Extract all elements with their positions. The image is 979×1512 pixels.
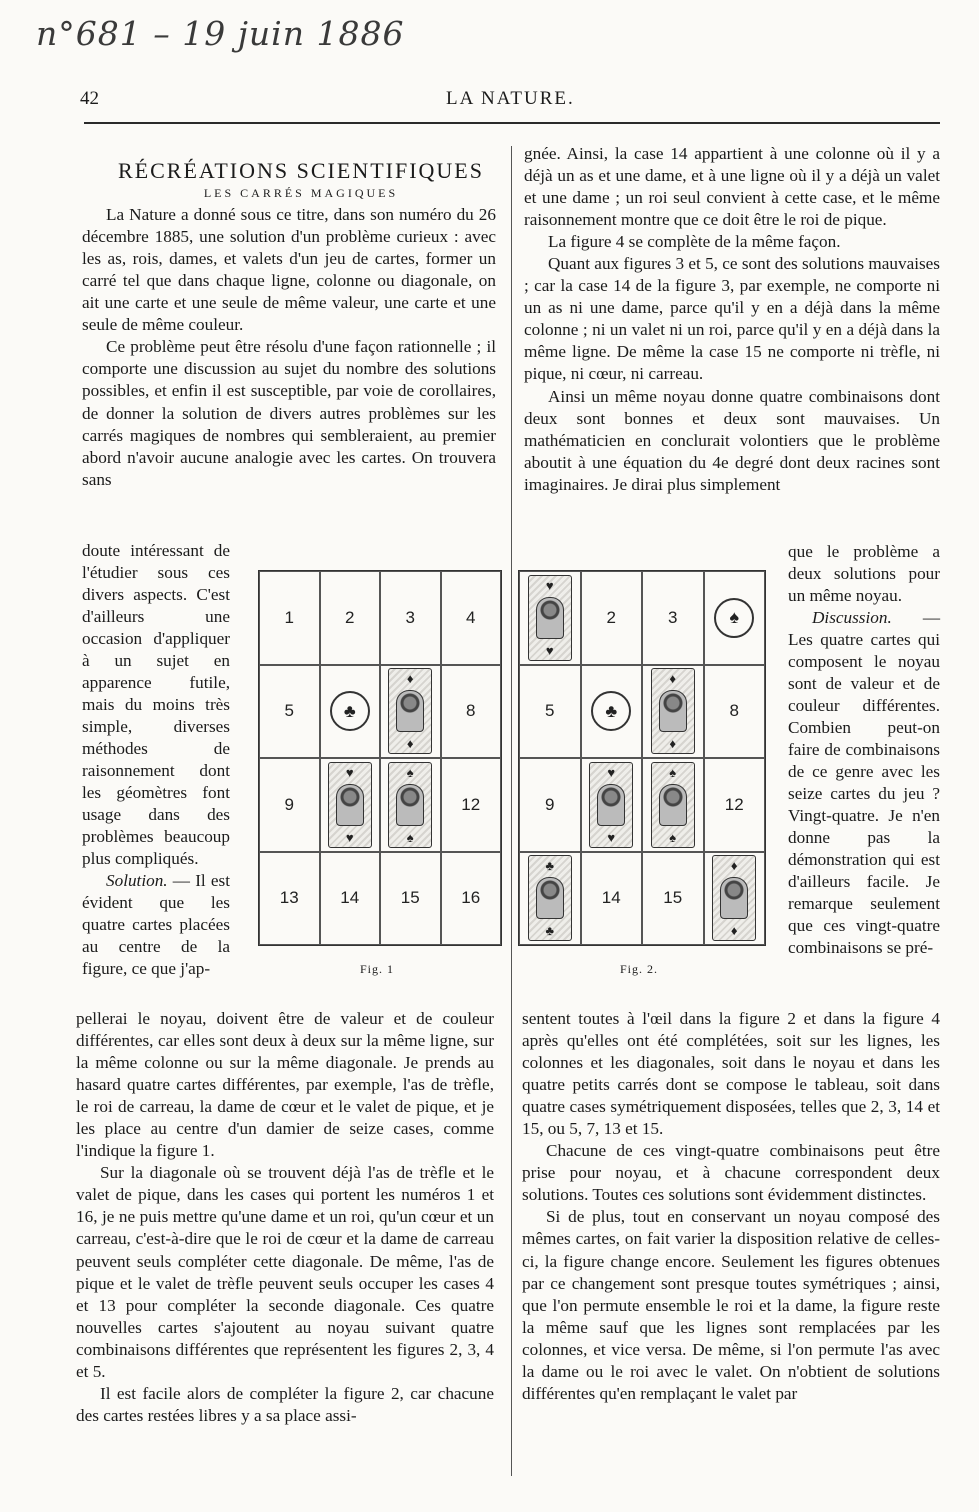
paragraph: gnée. Ainsi, la case 14 appartient à une colonne où il y a déjà un as et une dame, et à une ligne où il y a déjà un valet et une dame ; un roi seul convient à cette case, et le même raisonnement montre que ce doit être le roi de pique. [524,144,940,230]
suit-icon: ♠ [669,764,677,780]
paragraph: Si de plus, tout en conservant un noyau composé des mêmes cartes, on fait varier la disposition relative de celles-ci, la figure change encore. Seulement les figures obtenues par ce changement sont presque toutes symétriques ; ainsi, que l'on permute ensemble le roi et la dame, la figure reste la même sauf que les lignes sont remplacées par les colonnes, et vice versa. De même, si l'on permute l'as avec la dame ou le roi avec le valet. On n'obtient de solutions différentes qu'en remplaçant le valet par [522,1207,940,1403]
figure-2-grid [518,570,766,946]
suit-icon: ♦ [730,858,738,874]
article-subtitle: LES CARRÉS MAGIQUES [203,186,399,201]
grid-cell-number: 12 [704,758,766,852]
suit-icon: ♥ [545,642,554,658]
grid-cell-ace [581,665,643,759]
running-title: LA NATURE. [446,88,575,109]
grid-cell-number: 8 [441,665,502,759]
left-column-narrow [82,540,230,980]
header-rule [84,122,940,124]
royal-figure-icon [396,690,424,732]
royal-figure-icon [597,784,625,826]
grid-cell-face-card [380,758,441,852]
suit-icon: ♥ [345,764,354,780]
grid-cell-ace [704,571,766,665]
royal-figure-icon [720,877,748,919]
figure-1-grid [258,570,502,946]
grid-cell-number: 5 [519,665,581,759]
grid-cell-number: 15 [380,852,441,946]
grid-cell-face-card [704,852,766,946]
paragraph: Chacune de ces vingt-quatre combinaisons peut être prise pour noyau, et à chacune correspondent deux solutions. Toutes ces solutions sont évidemment distinctes. [522,1141,940,1205]
grid-cell-number: 3 [380,571,441,665]
right-column-narrow [788,541,940,959]
grid-cell-number: 13 [259,852,320,946]
grid-cell-face-card [320,758,381,852]
suit-icon: ♠ [406,829,414,845]
suit-icon: ♠ [406,764,414,780]
grid-cell-number: 1 [259,571,320,665]
paragraph: que le problème a deux solutions pour un même noyau. [788,542,940,605]
grid-cell-number: 16 [441,852,502,946]
face-card-icon [712,855,756,941]
paragraph: doute intéressant de l'étudier sous ces divers aspects. C'est d'ailleurs une occasion d'appliquer à un sujet en apparence futile, mais du moins très simple, diverses méthodes de raisonnement dont les géomètres font usage dans des problèmes beaucoup plus compliqués. [82,541,230,868]
grid-cell-number: 14 [581,852,643,946]
ace-suit-icon: ♣ [591,691,631,731]
face-card-icon [651,668,695,754]
grid-cell-number: 9 [259,758,320,852]
paragraph: Ce problème peut être résolu d'une façon rationnelle ; il comporte une discussion au sujet du nombre des solutions possibles, et enfin il est susceptible, par voie de corollaires, de donner la solution de divers autres problèmes sur les carrés magiques de nombres qui sembleraient, au premier abord n'avoir aucune analogie avec les cartes. On trouvera sans [82,337,496,489]
suit-icon: ♦ [730,923,738,939]
suit-icon: ♦ [406,671,414,687]
royal-figure-icon [396,784,424,826]
paragraph: sentent toutes à l'œil dans la figure 2 et dans la figure 4 après qu'elles ont été complétées, soit sur les lignes, les colonnes et les diagonales, soit dans le noyau et dans les quatre petits carrés dont se compose le tableau, soit dans quatre cases symétriquement disposées, telles que 2, 3, 14 et 15, ou 5, 7, 13 et 15. [522,1009,940,1139]
suit-icon: ♥ [607,829,616,845]
face-card-icon [528,855,572,941]
solution-text: — Il est évident que les quatre cartes placées au centre de la figure, ce que j'ap- [82,871,230,978]
grid-cell-number: 15 [642,852,704,946]
paragraph: Quant aux figures 3 et 5, ce sont des solutions mauvaises ; car la case 14 de la figure 3, par exemple, ne comporte ni un as ni une dame, parce qu'il y en a déjà dans la même colonne ; ni un valet ni un roi, parce qu'il y en a déjà dans la même ligne. De même la case 15 ne comporte ni trèfle, ni pique, ni cœur, ni carreau. [524,254,940,384]
figure-2-caption: Fig. 2. [620,962,659,976]
face-card-icon [388,668,432,754]
solution-paragraph [82,870,230,980]
grid-cell-face-card [581,758,643,852]
solution-label: Solution. [106,871,168,890]
suit-icon: ♦ [669,736,677,752]
suit-icon: ♥ [545,577,554,593]
paragraph: Sur la diagonale où se trouvent déjà l'as de trèfle et le valet de pique, dans les cases qui portent les numéros 1 et 16, je ne puis mettre qu'une dame et un roi, qu'un cœur et un carreau, c'est-à-dire que le roi de cœur et la dame de carreau peuvent seuls compléter cette diagonale. De même, l'as de pique et le valet de trèfle peuvent seuls occuper les cases 4 et 13 pour compléter la seconde diagonale. Ces quatre nouvelles cartes s'ajoutent au noyau suivant quatre combinaisons différentes que représentent les figures 2, 3, 4 et 5. [76,1163,494,1381]
face-card-icon [528,575,572,661]
grid-cell-number: 8 [704,665,766,759]
grid-cell-number: 12 [441,758,502,852]
figure-1 [258,570,502,950]
page-number: 42 [80,88,99,109]
paragraph: La Nature a donné sous ce titre, dans son numéro du 26 décembre 1885, une solution d'un problème curieux : avec les as, rois, dames, et valets d'un jeu de cartes, former un carré tel que dans chaque ligne, colonne ou diagonale, on ait une carte et une seule de même valeur, une carte et une seule de même couleur. [82,205,496,335]
grid-cell-number: 2 [581,571,643,665]
grid-cell-number: 4 [441,571,502,665]
figure-2 [518,570,766,950]
grid-cell-number: 5 [259,665,320,759]
right-column-top [524,143,940,496]
grid-cell-number: 2 [320,571,381,665]
grid-cell-face-card [519,571,581,665]
suit-icon: ♦ [406,736,414,752]
discussion-paragraph [788,607,940,959]
grid-cell-number: 9 [519,758,581,852]
suit-icon: ♠ [669,829,677,845]
grid-cell-face-card [380,665,441,759]
suit-icon: ♣ [545,858,555,874]
suit-icon: ♥ [607,764,616,780]
face-card-icon [589,762,633,848]
grid-cell-ace [320,665,381,759]
ace-suit-icon: ♣ [330,691,370,731]
face-card-icon [328,762,372,848]
grid-cell-face-card [642,665,704,759]
handwritten-note: n°681 – 19 juin 1886 [36,14,405,53]
grid-cell-face-card [519,852,581,946]
article-title: RÉCRÉATIONS SCIENTIFIQUES [118,158,484,183]
grid-cell-number: 3 [642,571,704,665]
grid-cell-face-card [642,758,704,852]
left-column-bottom [76,1008,494,1427]
royal-figure-icon [659,690,687,732]
column-divider-lower [511,1006,512,1476]
suit-icon: ♦ [669,671,677,687]
right-column-bottom [522,1008,940,1405]
discussion-label: Discussion. [812,608,892,627]
face-card-icon [388,762,432,848]
grid-cell-number: 14 [320,852,381,946]
paragraph: pellerai le noyau, doivent être de valeur et de couleur différentes, car elles sont deux à deux sur la même ligne, sur la même colonne ou sur la même diagonale. Je prends au hasard quatre cartes différentes, par exemple, l'as de trèfle, le roi de carreau, la dame de cœur et le valet de pique, et je les place au centre d'un damier de seize cases, comme l'indique la figure 1. [76,1009,494,1161]
paragraph: La figure 4 se complète de la même façon. [548,232,841,252]
column-divider [511,146,512,1006]
royal-figure-icon [536,597,564,639]
left-column-top [82,160,496,491]
figure-1-caption: Fig. 1 [360,962,395,976]
face-card-icon [651,762,695,848]
royal-figure-icon [336,784,364,826]
discussion-text: — Les quatre cartes qui composent le noyau sont de valeur et de couleur différentes. Combien peut-on faire de combinaisons de ce genre avec les seize cartes du jeu ? Vingt-quatre. Je n'en donne pas la démonstration qui est d'ailleurs facile. Je remarque seulement que ces vingt-quatre combinaisons se pré- [788,608,940,957]
royal-figure-icon [659,784,687,826]
ace-suit-icon: ♠ [714,598,754,638]
paragraph: Ainsi un même noyau donne quatre combinaisons dont deux sont bonnes et deux sont mauvaises. Un mathématicien en conclurait volontiers que le problème aboutit à une équation du 4e degré dont deux racines sont imaginaires. Je dirai plus simplement [524,386,940,494]
paragraph: Il est facile alors de compléter la figure 2, car chacune des cartes restées libres y a sa place assi- [76,1383,494,1425]
royal-figure-icon [536,877,564,919]
suit-icon: ♥ [345,829,354,845]
suit-icon: ♣ [545,923,555,939]
